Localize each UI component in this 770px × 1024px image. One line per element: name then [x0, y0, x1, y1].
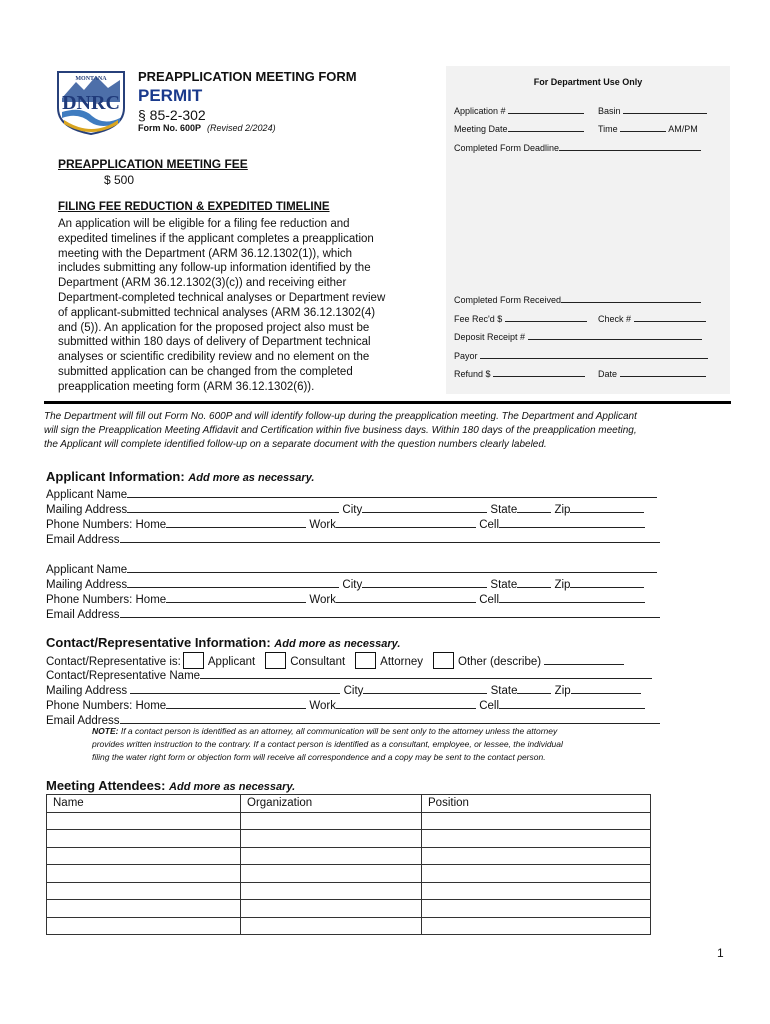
page-number: 1 [717, 946, 724, 960]
department-use-box [446, 66, 730, 394]
permit-title: PERMIT [138, 86, 203, 105]
contact-heading: Contact/Representative Information: Add more as necessary. [46, 635, 401, 650]
payor-field[interactable]: Payor [454, 349, 708, 361]
form-number [138, 123, 276, 133]
organization-cell[interactable] [241, 830, 422, 848]
table-header-row [47, 795, 651, 813]
section-divider [44, 401, 731, 404]
fee-received-field[interactable]: Fee Rec'd $ [454, 312, 587, 324]
applicant2-name-field[interactable]: Applicant Name [46, 561, 657, 576]
column-header-name: Name [47, 795, 241, 813]
statute-section: § 85-2-302 [138, 107, 206, 123]
contact-phone-field[interactable]: Phone Numbers: Home Work Cell [46, 697, 645, 712]
attendees-table [46, 794, 651, 935]
contact-note: NOTE: If a contact person is identified as an attorney, all communication will be sent only to the attorney unless the attorney provides written instruction to the contrary. If a contact person is identified as a consultant, employee, or lessee, the individual filing the water right form or objection form will receive all correspondence and a copy may be sent to the contact person. [92, 726, 563, 762]
table-row [47, 900, 651, 918]
check-number-field[interactable]: Check # [598, 312, 706, 324]
name-cell[interactable] [47, 865, 241, 883]
contact-email-field[interactable]: Email Address [46, 712, 660, 727]
organization-cell[interactable] [241, 865, 422, 883]
filing-paragraph: An application will be eligible for a filing fee reduction and expedited timelines if the applicant completes a preapplication meeting with the Department (ARM 36.12.1302(1)), which includes submitting any follow-up information identified by the Department (ARM 36.12.1302(3)(c)) and receiving either Department-completed technical analyses or Department review of applicant-submitted technical analyses (ARM 36.12.1302(4) and (5)). An application for the proposed project also must be submitted within 180 days of delivery of Department technical analyses or scientific credibility review and no element on the submitted application can be changed from the completed preapplication meeting form (ARM 36.12.1302(6)). [58, 218, 386, 393]
applicant2-phone-field[interactable]: Phone Numbers: Home Work Cell [46, 591, 645, 606]
applicant2-email-field[interactable]: Email Address [46, 606, 660, 621]
refund-field[interactable]: Refund $ [454, 367, 585, 379]
position-cell[interactable] [422, 882, 651, 900]
attendees-heading: Meeting Attendees: Add more as necessary. [46, 778, 296, 793]
name-cell[interactable] [47, 900, 241, 918]
applicant-email-field[interactable]: Email Address [46, 531, 660, 546]
position-cell[interactable] [422, 865, 651, 883]
name-cell[interactable] [47, 847, 241, 865]
column-header-organization: Organization [241, 795, 422, 813]
dnrc-logo [52, 68, 130, 136]
position-cell[interactable] [422, 812, 651, 830]
fee-amount: $ 500 [104, 173, 135, 187]
logo-wordmark: DNRC [62, 92, 120, 114]
logo-state-label: MONTANA [75, 76, 107, 82]
applicant-phone-field[interactable]: Phone Numbers: Home Work Cell [46, 516, 645, 531]
table-row [47, 882, 651, 900]
table-row [47, 917, 651, 935]
organization-cell[interactable] [241, 882, 422, 900]
form-received-field[interactable]: Completed Form Received [454, 293, 701, 305]
deposit-receipt-field[interactable]: Deposit Receipt # [454, 330, 702, 342]
position-cell[interactable] [422, 917, 651, 935]
name-cell[interactable] [47, 882, 241, 900]
column-header-position: Position [422, 795, 651, 813]
form-number-value: Form No. 600P [138, 123, 202, 133]
filing-heading: FILING FEE REDUCTION & EXPEDITED TIMELINE [58, 201, 330, 213]
organization-cell[interactable] [241, 847, 422, 865]
department-notice: The Department will fill out Form No. 600P and will identify follow-up during the preapplication meeting. The Department and Applicant will sign the Preapplication Meeting Affidavit and Certification within five business days. Within 180 days of the preapplication meeting, the Applicant will complete identified follow-up on a separate document with the question numbers clearly labeled. [44, 411, 637, 450]
organization-cell[interactable] [241, 812, 422, 830]
position-cell[interactable] [422, 830, 651, 848]
organization-cell[interactable] [241, 917, 422, 935]
table-row [47, 865, 651, 883]
fee-heading: PREAPPLICATION MEETING FEE [58, 157, 248, 171]
applicant-heading: Applicant Information: Add more as necessary. [46, 469, 315, 484]
table-row [47, 847, 651, 865]
name-cell[interactable] [47, 917, 241, 935]
position-cell[interactable] [422, 847, 651, 865]
contact-name-field[interactable]: Contact/Representative Name [46, 667, 652, 682]
applicant-name-field[interactable]: Applicant Name [46, 486, 657, 501]
position-cell[interactable] [422, 900, 651, 918]
revised-date: (Revised 2/2024) [207, 123, 276, 133]
applicant2-mailing-field[interactable]: Mailing Address City State Zip [46, 576, 644, 591]
basin-field[interactable]: Basin [598, 104, 707, 116]
applicant-mailing-field[interactable]: Mailing Address City State Zip [46, 501, 644, 516]
application-number-field[interactable]: Application # [454, 104, 584, 116]
form-title: PREAPPLICATION MEETING FORM [138, 69, 357, 84]
table-row [47, 830, 651, 848]
name-cell[interactable] [47, 830, 241, 848]
refund-date-field[interactable]: Date [598, 367, 706, 379]
department-box-title: For Department Use Only [533, 77, 643, 87]
time-field[interactable]: Time AM/PM [598, 124, 698, 134]
contact-type-row: Contact/Representative is: Applicant Consultant Attorney Other (describe) [46, 652, 624, 669]
contact-mailing-field[interactable]: Mailing Address City State Zip [46, 682, 641, 697]
meeting-date-field[interactable]: Meeting Date [454, 122, 584, 134]
deadline-field[interactable]: Completed Form Deadline [454, 141, 701, 153]
table-row [47, 812, 651, 830]
name-cell[interactable] [47, 812, 241, 830]
organization-cell[interactable] [241, 900, 422, 918]
